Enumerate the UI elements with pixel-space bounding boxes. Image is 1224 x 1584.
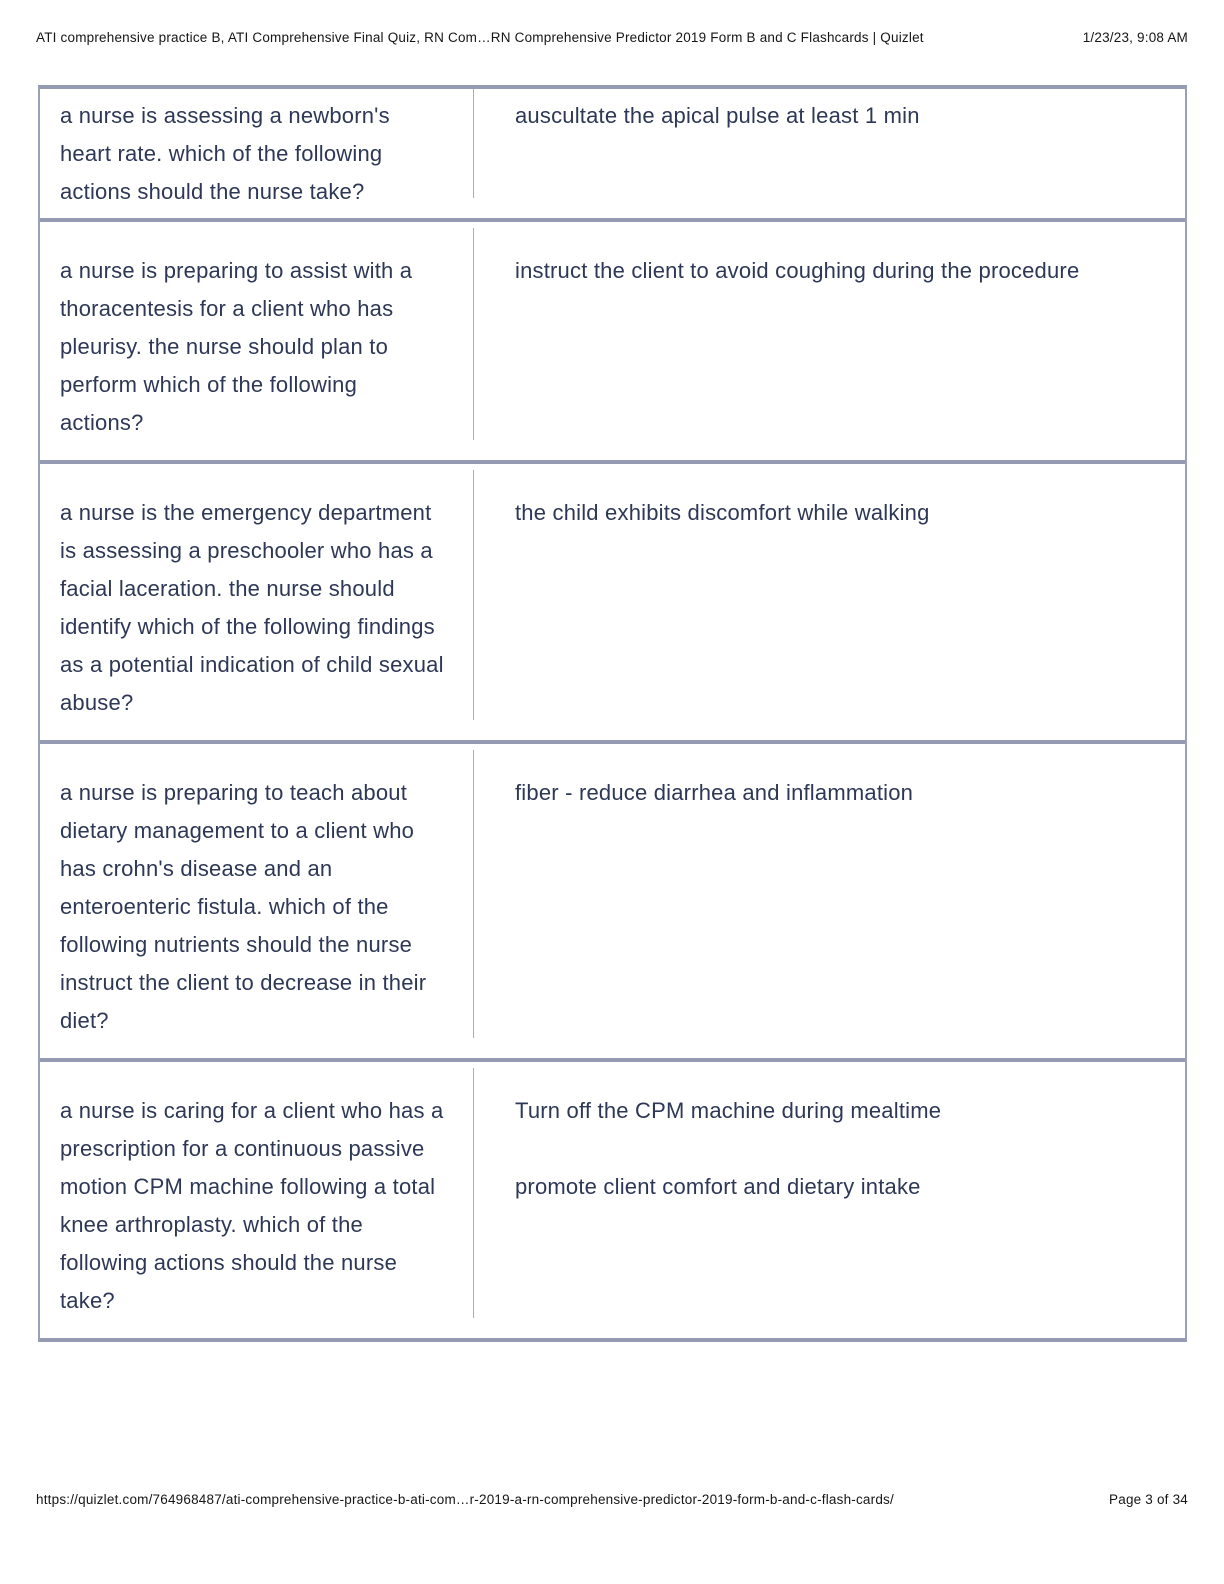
- flashcard-definition: [473, 222, 1185, 460]
- flashcard-definition: [473, 89, 1185, 218]
- flashcard-term: [40, 744, 473, 1058]
- page-indicator: Page 3 of 34: [1109, 1492, 1188, 1507]
- print-header: [36, 30, 1188, 45]
- flashcard-row: [40, 1062, 1185, 1338]
- print-footer: [36, 1492, 1188, 1507]
- definition-text: promote client comfort and dietary intake: [515, 1174, 921, 1199]
- flashcard-term: [40, 222, 473, 460]
- definition-text: fiber - reduce diarrhea and inflammation: [515, 780, 914, 805]
- definition-text: Turn off the CPM machine during mealtime: [515, 1098, 942, 1123]
- term-text: a nurse is preparing to assist with a thoracentesis for a client who has pleurisy. the nurse should plan to perform which of the following actions?: [60, 258, 413, 435]
- page-title: ATI comprehensive practice B, ATI Comprehensive Final Quiz, RN Com…RN Comprehensive Predictor 2019 Form B and C Flashcards | Quizlet: [36, 30, 924, 45]
- term-text: a nurse is assessing a newborn's heart rate. which of the following actions should the nurse take?: [60, 103, 390, 204]
- term-text: a nurse is the emergency department is assessing a preschooler who has a facial laceration. the nurse should identify which of the following findings as a potential indication of child sexual abuse?: [60, 500, 444, 715]
- flashcard-term: [40, 1062, 473, 1338]
- flashcard-definition: [473, 1062, 1185, 1338]
- definition-text: auscultate the apical pulse at least 1 min: [515, 103, 920, 128]
- flashcard-term: [40, 89, 473, 218]
- flashcard-row: [40, 89, 1185, 222]
- definition-text: the child exhibits discomfort while walking: [515, 500, 930, 525]
- print-timestamp: 1/23/23, 9:08 AM: [1082, 30, 1188, 45]
- term-text: a nurse is caring for a client who has a prescription for a continuous passive motion CPM machine following a total knee arthroplasty. which of the following actions should the nurse take?: [60, 1098, 444, 1313]
- flashcard-definition: [473, 464, 1185, 740]
- flashcard-definition: [473, 744, 1185, 1058]
- flashcard-term: [40, 464, 473, 740]
- flashcard-row: [40, 222, 1185, 464]
- flashcard-row: [40, 744, 1185, 1062]
- flashcard-row: [40, 464, 1185, 744]
- definition-text: instruct the client to avoid coughing during the procedure: [515, 258, 1080, 283]
- flashcard-table: [38, 85, 1187, 1342]
- source-url: https://quizlet.com/764968487/ati-comprehensive-practice-b-ati-com…r-2019-a-rn-comprehensive-predictor-2019-form-b-and-c-flash-cards/: [36, 1492, 894, 1507]
- term-text: a nurse is preparing to teach about dietary management to a client who has crohn's disease and an enteroenteric fistula. which of the following nutrients should the nurse instruct the client to decrease in their diet?: [60, 780, 427, 1033]
